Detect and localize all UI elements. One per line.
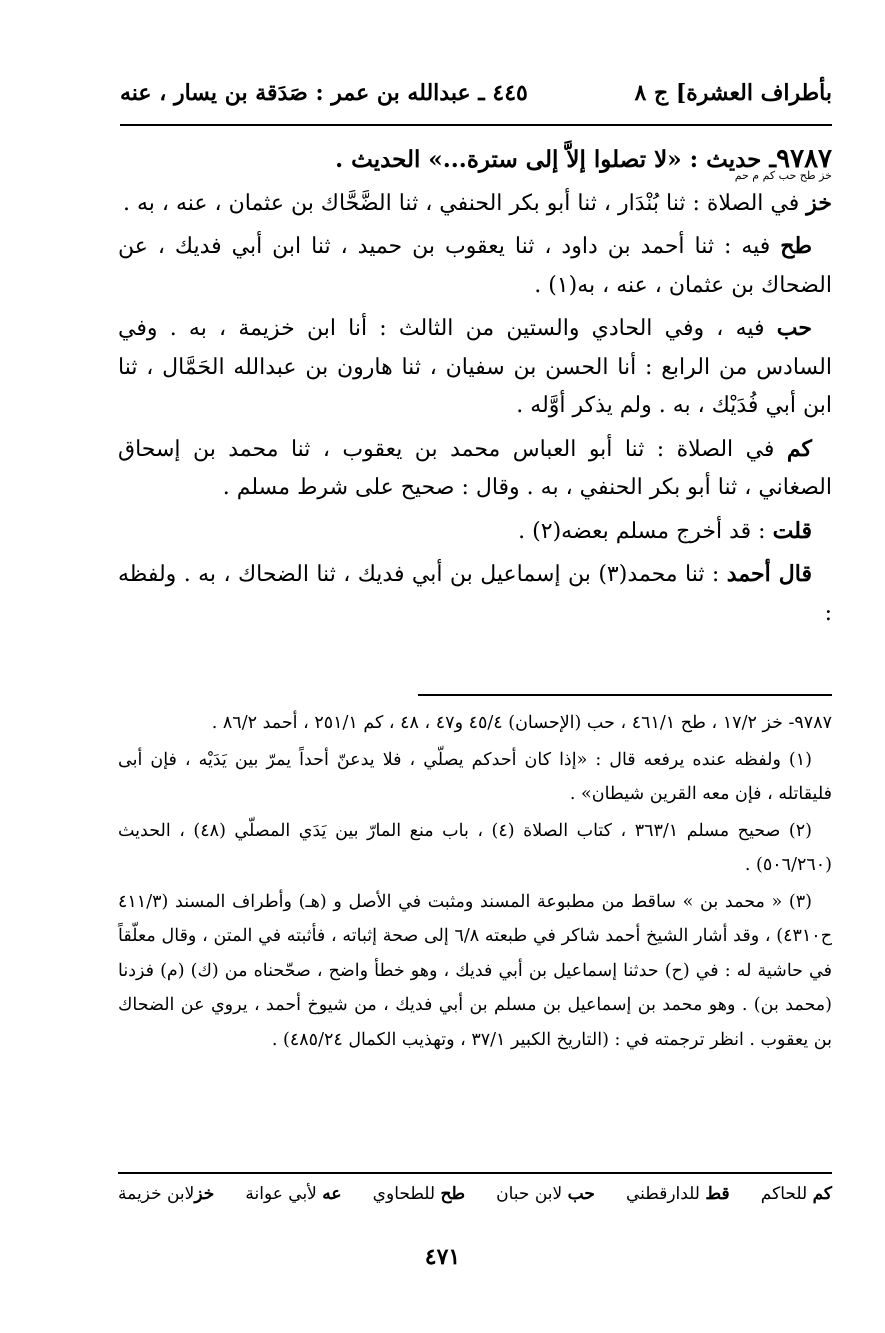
- paragraph-khz: [118, 184, 832, 224]
- paragraph-qult: [118, 512, 832, 552]
- header-chapter: ٤٤٥ ـ عبدالله بن عمر : صَدَقة بن يسار ، عنه: [120, 80, 528, 106]
- abbr-item: حب لابن حبان: [496, 1184, 595, 1204]
- header-volume: بأطراف العشرة] ج ٨: [634, 80, 832, 106]
- footnote-1: (١) ولفظه عنده يرفعه قال : «إذا كان أحدكم يصلّي ، فلا يدعنّ أحداً يمرّ بين يَدَيْه ، فإن أبى فليقاتله ، فإن معه القرين شيطان» .: [118, 749, 832, 804]
- paragraph-text: : ثنا محمد(٣) بن إسماعيل بن أبي فديك ، ثنا الضحاك ، به . ولفظه :: [118, 562, 832, 626]
- header-rule: [120, 124, 832, 126]
- paragraph-text: في الصلاة : ثنا أبو العباس محمد بن يعقوب ، ثنا محمد بن إسحاق الصغاني ، ثنا أبو بكر الحنفي ، به . وقال : صحيح على شرط مسلم .: [118, 436, 832, 500]
- footnote-3: (٣) « محمد بن » ساقط من مطبوعة المسند ومثبت في الأصل و (هـ) وأطراف المسند (٤١١/٣ ح٤٣١٠) ، وقد أشار الشيخ أحمد شاكر في طبعته ٦/٨ إلى صحة إثباته ، فأثبته في المتن ، وقال معلّقاً في حاشية له : في (ح) حدثنا إسماعيل بن أبي فديك ، وهو خطأ واضح ، صحّحناه من (ك) (م) فزدنا (محمد بن) . وهو محمد بن إسماعيل بن مسلم بن أبي فديك ، من شيوخ أحمد ، يروي عن الضحاك بن يعقوب . انظر ترجمته في : (التاريخ الكبير ٣٧/١ ، وتهذيب الكمال ٤٨٥/٢٤) .: [118, 891, 832, 1050]
- hadith-sigla: خز طح حب كم م حم: [734, 169, 832, 182]
- paragraph-text: فيه : ثنا أحمد بن داود ، ثنا يعقوب بن حميد ، ثنا ابن أبي فديك ، عن الضحاك بن عثمان ، عنه ، به(١) .: [118, 234, 832, 298]
- paragraph-lead: حب: [776, 315, 812, 341]
- abbr-item: خزلابن خزيمة: [118, 1184, 215, 1204]
- running-header: [120, 74, 832, 114]
- abbreviations-rule: [118, 1172, 832, 1174]
- abbr-item: قط للدارقطني: [625, 1184, 730, 1204]
- hadith-title: ـ حديث : «لا تصلوا إلاَّ إلى سترة...» الحديث .: [335, 146, 777, 173]
- paragraph-lead: طح: [780, 233, 812, 259]
- hadith-heading: [118, 140, 832, 180]
- paragraph-text: فيه ، وفي الحادي والستين من الثالث : أنا ابن خزيمة ، به . وفي السادس من الرابع : أنا الحسن بن سفيان ، ثنا هارون بن عبدالله الحَمَّال ، ثنا ابن أبي فُدَيْك ، به . ولم يذكر أوَّله .: [118, 316, 832, 418]
- paragraph-ahmad: [118, 555, 832, 633]
- paragraph-tah: [118, 227, 832, 305]
- main-text: [118, 140, 832, 637]
- footnote-rule: [418, 694, 832, 696]
- paragraph-lead: قال أحمد: [726, 561, 812, 587]
- paragraph-text: في الصلاة : ثنا بُنْدَار ، ثنا أبو بكر الحنفي ، ثنا الضَّحَّاك بن عثمان ، عنه ، به .: [122, 190, 807, 216]
- hadith-number: ٩٧٨٧: [776, 144, 832, 174]
- abbr-item: طح للطحاوي: [372, 1184, 466, 1204]
- abbr-item: عه لأبي عوانة: [245, 1184, 342, 1204]
- paragraph-hb: [118, 309, 832, 426]
- abbreviations-key: [118, 1184, 832, 1204]
- footnotes: [118, 706, 832, 1059]
- paragraph-lead: قلت: [772, 517, 812, 544]
- paragraph-lead: كم: [786, 435, 812, 462]
- paragraph-km: [118, 430, 832, 508]
- footnote-2: (٢) صحيح مسلم ٣٦٣/١ ، كتاب الصلاة (٤) ، باب منع المارّ بين يَدَي المصلّي (٤٨) ، الحديث (٥٠٦/٢٦٠) .: [118, 820, 832, 875]
- abbr-item: كم للحاكم: [760, 1184, 832, 1204]
- paragraph-lead: خز: [806, 189, 832, 216]
- footnote-sources: ٩٧٨٧- خز ١٧/٢ ، طح ٤٦١/١ ، حب (الإحسان) ٤٥/٤ و٤٧ ، ٤٨ ، كم ٢٥١/١ ، أحمد ٨٦/٢ .: [211, 713, 832, 733]
- paragraph-text: : قد أخرج مسلم بعضه(٢) .: [518, 518, 773, 544]
- page-number: ٤٧١: [424, 1244, 461, 1270]
